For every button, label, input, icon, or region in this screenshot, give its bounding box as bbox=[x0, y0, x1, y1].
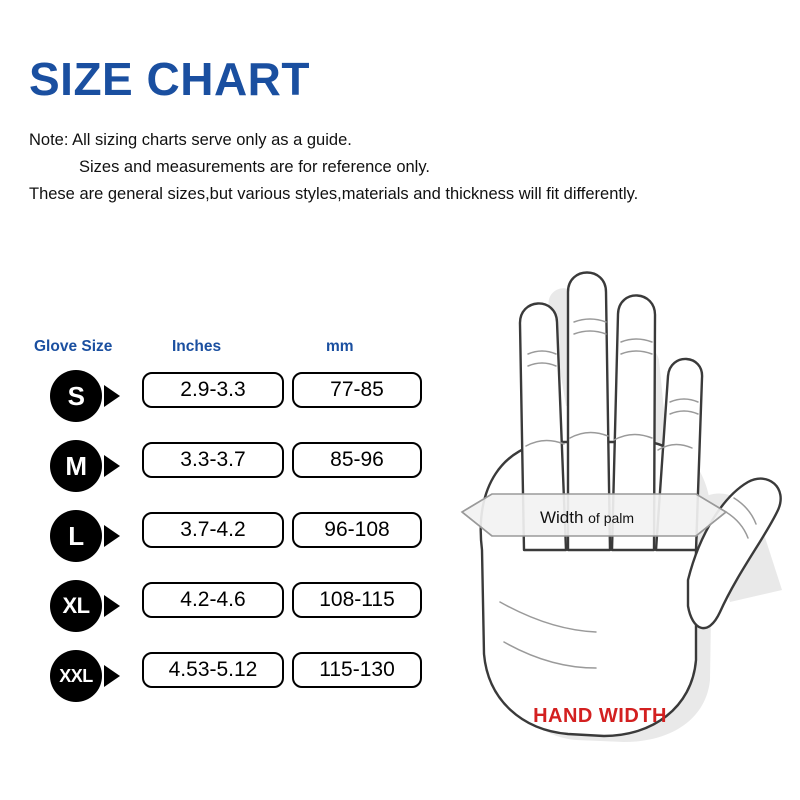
width-label-main: Width bbox=[539, 508, 584, 527]
table-row bbox=[30, 644, 430, 714]
arrow-right-icon bbox=[104, 525, 120, 547]
size-badge: L bbox=[50, 510, 102, 562]
value-inches: 4.2-4.6 bbox=[142, 582, 284, 618]
size-table bbox=[30, 338, 430, 714]
value-mm: 108-115 bbox=[292, 582, 422, 618]
value-inches: 4.53-5.12 bbox=[142, 652, 284, 688]
column-header-glove-size: Glove Size bbox=[34, 338, 113, 355]
note-block bbox=[29, 127, 774, 208]
page-title: SIZE CHART bbox=[29, 53, 310, 105]
arrow-right-icon bbox=[104, 385, 120, 407]
hand-width-caption: HAND WIDTH bbox=[533, 705, 667, 727]
arrow-right-icon bbox=[104, 455, 120, 477]
note-line-2: Sizes and measurements are for reference only. bbox=[79, 158, 430, 176]
table-row bbox=[30, 434, 430, 504]
hand-outline-icon bbox=[400, 250, 800, 770]
size-badge: XL bbox=[50, 580, 102, 632]
hand-illustration bbox=[400, 250, 800, 770]
value-inches: 2.9-3.3 bbox=[142, 372, 284, 408]
table-header-row bbox=[30, 338, 430, 364]
value-mm: 85-96 bbox=[292, 442, 422, 478]
size-badge: M bbox=[50, 440, 102, 492]
column-header-inches: Inches bbox=[172, 338, 222, 355]
table-row bbox=[30, 574, 430, 644]
table-row bbox=[30, 364, 430, 434]
value-inches: 3.3-3.7 bbox=[142, 442, 284, 478]
arrow-right-icon bbox=[104, 595, 120, 617]
size-badge: S bbox=[50, 370, 102, 422]
note-line-3: These are general sizes,but various styles,materials and thickness will fit differently. bbox=[29, 185, 639, 203]
value-mm: 96-108 bbox=[292, 512, 422, 548]
note-line-1: Note: All sizing charts serve only as a guide. bbox=[29, 131, 352, 149]
size-badge: XXL bbox=[50, 650, 102, 702]
value-mm: 77-85 bbox=[292, 372, 422, 408]
table-row bbox=[30, 504, 430, 574]
value-mm: 115-130 bbox=[292, 652, 422, 688]
width-label-sub: of palm bbox=[588, 510, 635, 526]
value-inches: 3.7-4.2 bbox=[142, 512, 284, 548]
column-header-mm: mm bbox=[326, 338, 354, 355]
arrow-right-icon bbox=[104, 665, 120, 687]
